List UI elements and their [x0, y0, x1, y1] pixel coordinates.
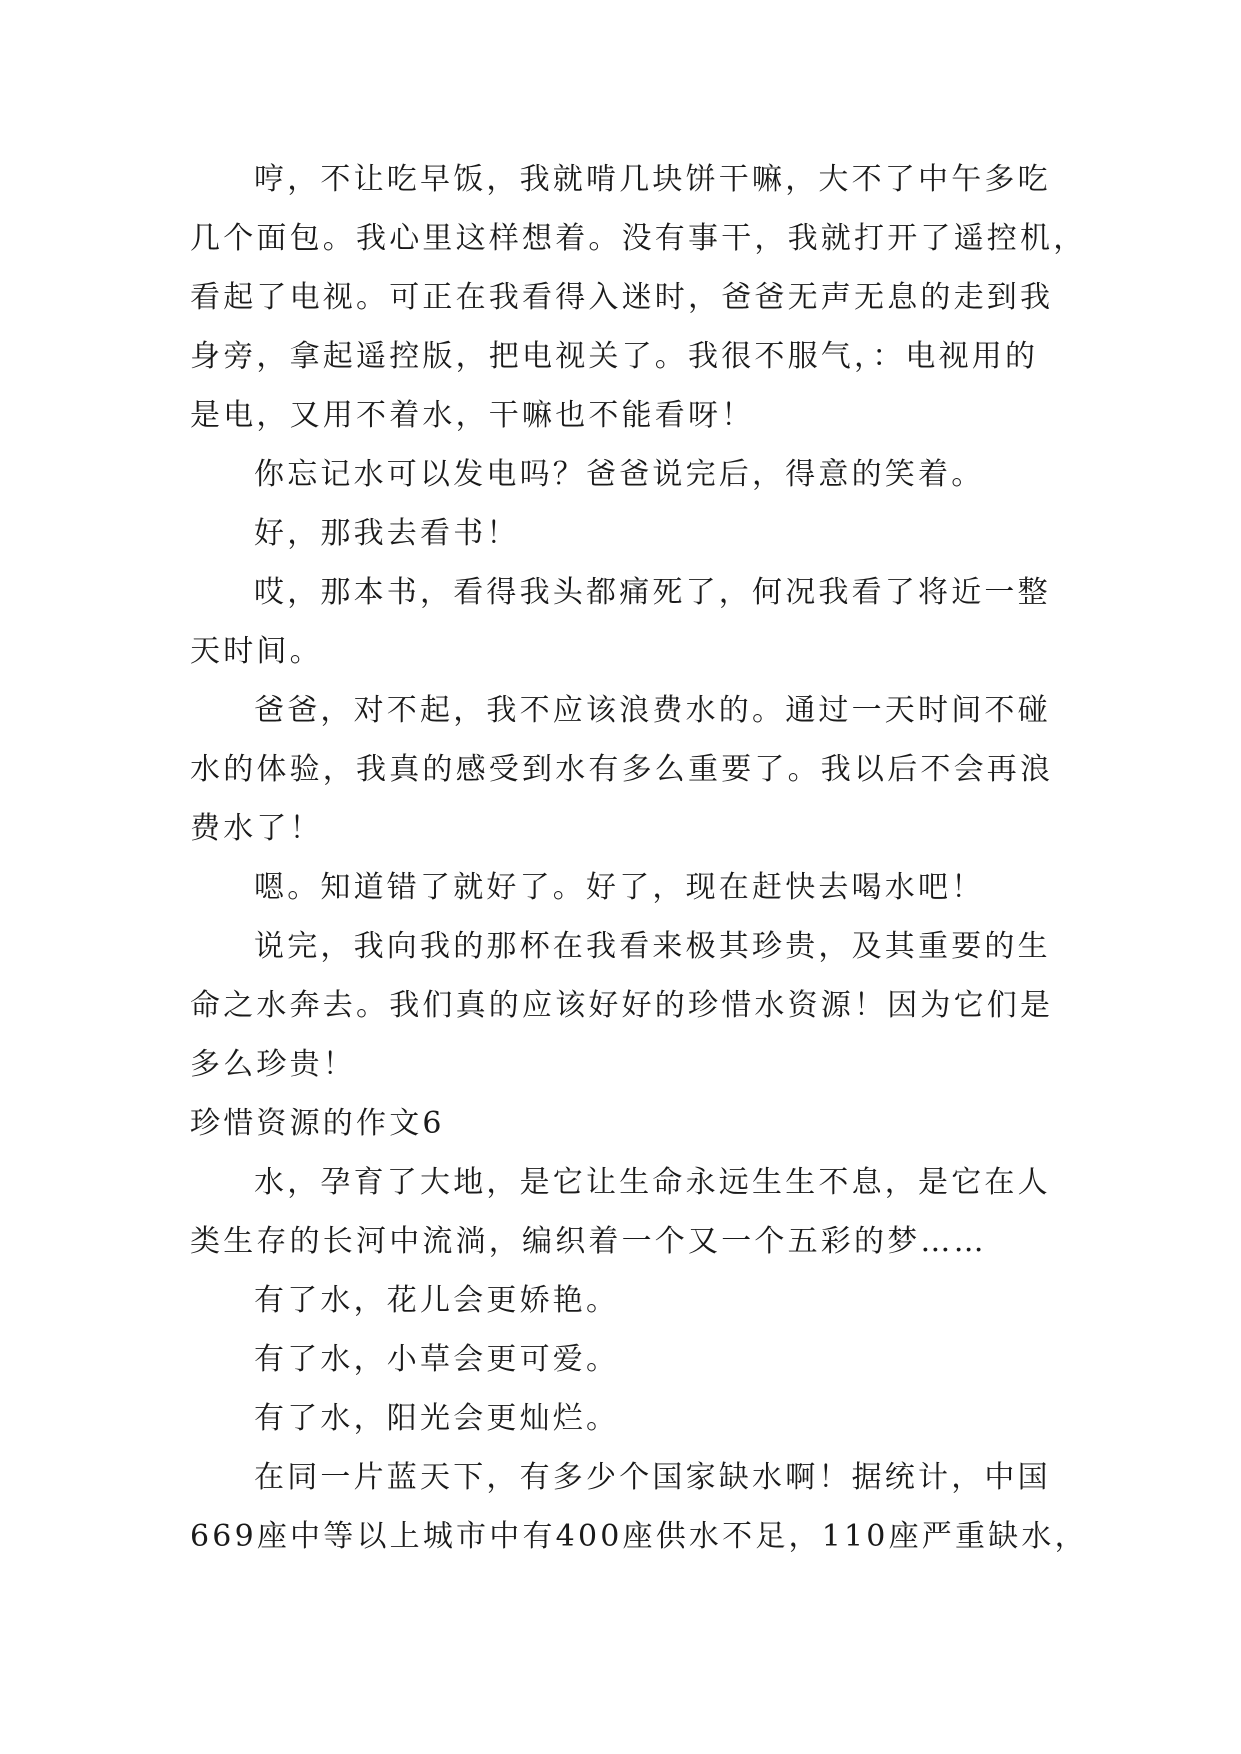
text-line: 有了水，花儿会更娇艳。: [254, 1283, 620, 1318]
text-line: 好，那我去看书！: [254, 516, 520, 551]
text-line: 爸爸，对不起，我不应该浪费水的。通过一天时间不碰: [254, 693, 1051, 728]
text-line: 类生存的长河中流淌，编织着一个又一个五彩的梦……: [190, 1224, 987, 1259]
text-line: 费水了！: [190, 811, 323, 846]
text-line: 看起了电视。可正在我看得入迷时，爸爸无声无息的走到我: [190, 280, 1054, 315]
text-line: 多么珍贵！: [190, 1047, 356, 1082]
text-line: 有了水，阳光会更灿烂。: [254, 1401, 620, 1436]
text-line: 身旁，拿起遥控版，把电视关了。我很不服气，：电视用的: [190, 339, 1039, 374]
text-line: 你忘记水可以发电吗？爸爸说完后，得意的笑着。: [254, 457, 985, 492]
text-line: 哼，不让吃早饭，我就啃几块饼干嘛，大不了中午多吃: [254, 162, 1051, 197]
text-line: 命之水奔去。我们真的应该好好的珍惜水资源！因为它们是: [190, 988, 1054, 1023]
text-line: 水的体验，我真的感受到水有多么重要了。我以后不会再浪: [190, 752, 1054, 787]
section-heading: 珍惜资源的作文6: [190, 1106, 445, 1141]
text-line: 有了水，小草会更可爱。: [254, 1342, 620, 1377]
text-line: 几个面包。我心里这样想着。没有事干，我就打开了遥控机，: [190, 221, 1087, 256]
text-line: 说完，我向我的那杯在我看来极其珍贵，及其重要的生: [254, 929, 1051, 964]
text-line: 水，孕育了大地，是它让生命永远生生不息，是它在人: [254, 1165, 1051, 1200]
text-line: 669座中等以上城市中有400座供水不足，110座严重缺水，: [190, 1519, 1088, 1554]
text-line: 嗯。知道错了就好了。好了，现在赶快去喝水吧！: [254, 870, 985, 905]
text-line: 在同一片蓝天下，有多少个国家缺水啊！据统计，中国: [254, 1460, 1051, 1495]
text-line: 哎，那本书，看得我头都痛死了，何况我看了将近一整: [254, 575, 1051, 610]
text-line: 天时间。: [190, 634, 323, 669]
text-line: 是电，又用不着水，干嘛也不能看呀！: [190, 398, 755, 433]
